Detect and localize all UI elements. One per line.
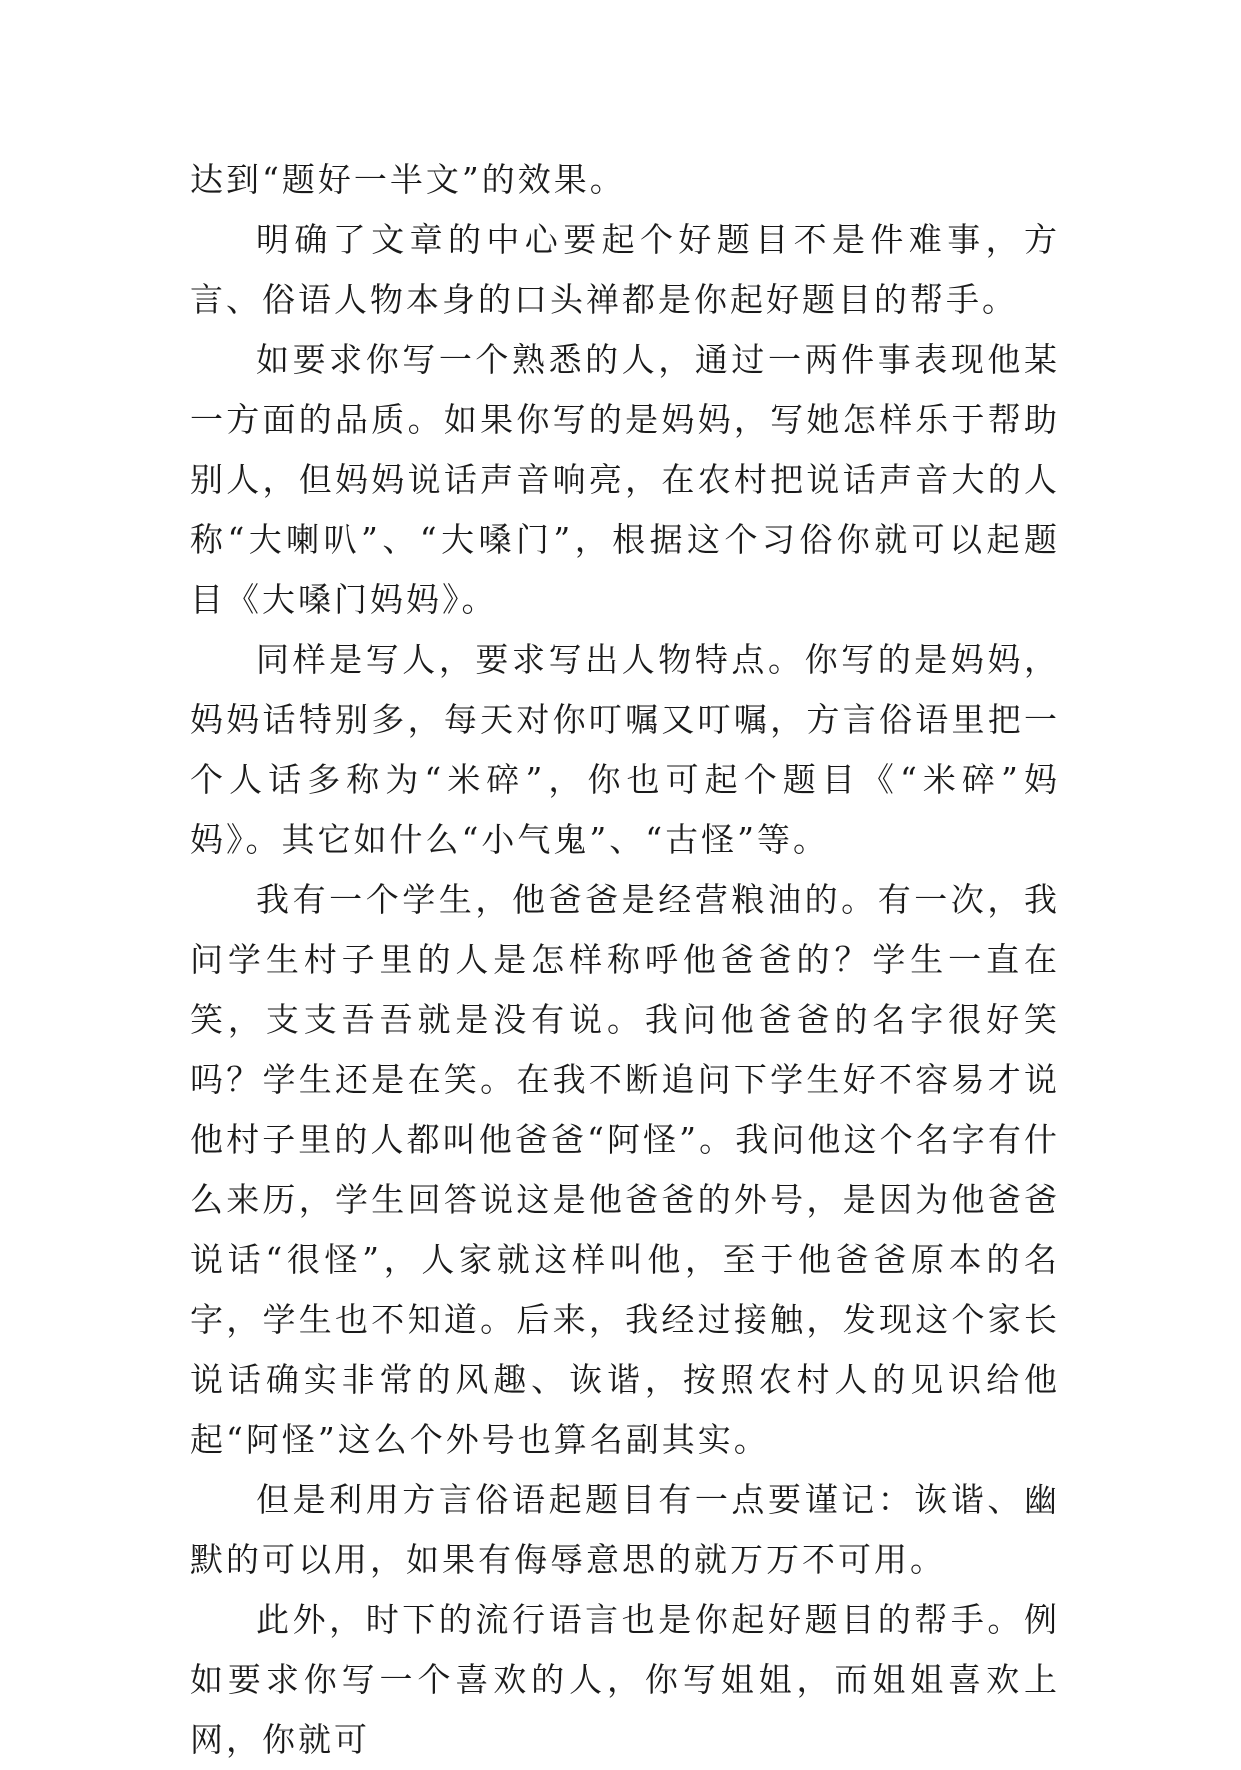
paragraph: 我有一个学生，他爸爸是经营粮油的。有一次，我问学生村子里的人是怎样称呼他爸爸的？学生一直在笑，支支吾吾就是没有说。我问他爸爸的名字很好笑吗？学生还是在笑。在我不断追问下学生好不容易才说他村子里的人都叫他爸爸“阿怪”。我问他这个名字有什么来历，学生回答说这是他爸爸的外号，是因为他爸爸说话“很怪”，人家就这样叫他，至于他爸爸原本的名字，学生也不知道。后来，我经过接触，发现这个家长说话确实非常的风趣、诙谐，按照农村人的见识给他起“阿怪”这么个外号也算名副其实。 <box>190 880 1060 1459</box>
paragraph: 如要求你写一个熟悉的人，通过一两件事表现他某一方面的品质。如果你写的是妈妈，写她怎样乐于帮助别人，但妈妈说话声音响亮，在农村把说话声音大的人称“大喇叭”、“大嗓门”，根据这个习俗你就可以起题目《大嗓门妈妈》。 <box>190 340 1060 619</box>
paragraph: 明确了文章的中心要起个好题目不是件难事，方言、俗语人物本身的口头禅都是你起好题目的帮手。 <box>190 220 1060 319</box>
document-body <box>190 150 1060 1770</box>
paragraph: 但是利用方言俗语起题目有一点要谨记：诙谐、幽默的可以用，如果有侮辱意思的就万万不可用。 <box>190 1480 1060 1579</box>
paragraph: 同样是写人，要求写出人物特点。你写的是妈妈，妈妈话特别多，每天对你叮嘱又叮嘱，方言俗语里把一个人话多称为“米碎”，你也可起个题目《“米碎”妈妈》。其它如什么“小气鬼”、“古怪”等。 <box>190 640 1060 859</box>
paragraph: 达到“题好一半文”的效果。 <box>190 160 626 199</box>
paragraph: 此外，时下的流行语言也是你起好题目的帮手。例如要求你写一个喜欢的人，你写姐姐，而姐姐喜欢上网，你就可 <box>190 1600 1060 1759</box>
